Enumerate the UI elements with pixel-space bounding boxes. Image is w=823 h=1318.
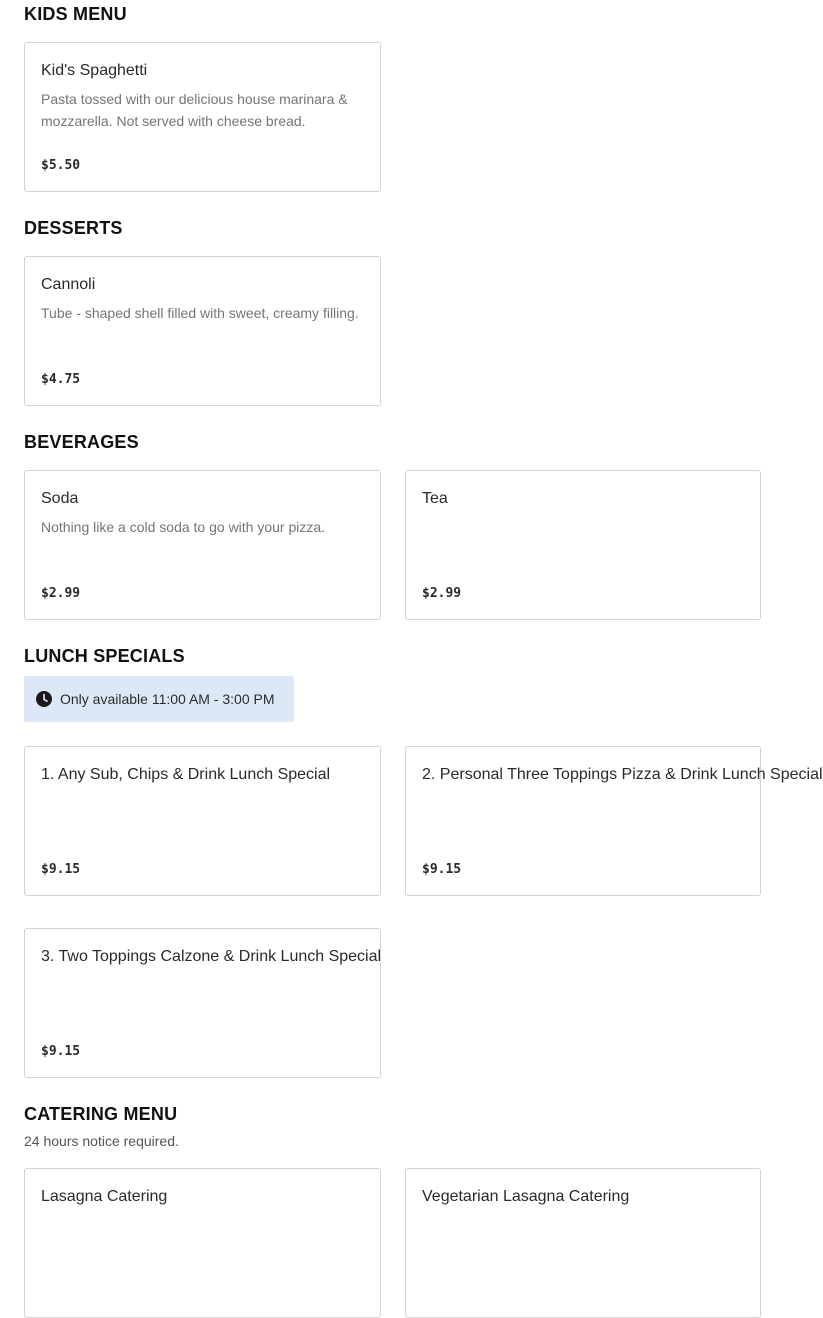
menu-item-name: Soda xyxy=(41,490,79,507)
section-title-kids-menu: KIDS MENU xyxy=(24,4,127,24)
menu-item-card[interactable] xyxy=(24,470,381,620)
menu-item-card[interactable] xyxy=(24,746,381,896)
menu-item-description: Pasta tossed with our delicious house marinara & mozzarella. Not served with cheese bread. xyxy=(41,91,348,129)
menu-item-name: Vegetarian Lasagna Catering xyxy=(422,1188,630,1205)
menu-item-price: $2.99 xyxy=(41,586,81,601)
menu-item-price: $9.15 xyxy=(41,862,81,877)
menu-item-name: Cannoli xyxy=(41,276,96,293)
section-title-catering-menu: CATERING MENU xyxy=(24,1104,178,1124)
menu-item-name: Lasagna Catering xyxy=(41,1188,168,1205)
section-title-beverages: BEVERAGES xyxy=(24,432,139,452)
menu-item-card[interactable] xyxy=(405,746,823,896)
catering-notice: 24 hours notice required. xyxy=(24,1133,179,1149)
menu-item-card[interactable] xyxy=(405,470,761,620)
menu-item-name: 2. Personal Three Toppings Pizza & Drink Lunch Special xyxy=(422,766,823,783)
menu-item-name: 1. Any Sub, Chips & Drink Lunch Special xyxy=(41,766,331,783)
menu-item-card[interactable] xyxy=(24,928,381,1078)
menu-item-card[interactable] xyxy=(24,1168,381,1318)
menu-item-price: $9.15 xyxy=(422,862,462,877)
menu-item-price: $5.50 xyxy=(41,158,81,173)
menu-item-price: $4.75 xyxy=(41,372,81,387)
menu-item-description: Nothing like a cold soda to go with your pizza. xyxy=(41,519,326,535)
menu-item-name: 3. Two Toppings Calzone & Drink Lunch Special xyxy=(41,948,382,965)
menu-item-card[interactable] xyxy=(24,256,381,406)
menu-item-card[interactable] xyxy=(405,1168,761,1318)
menu-item-name: Tea xyxy=(422,490,448,507)
section-title-desserts: DESSERTS xyxy=(24,218,123,238)
menu-item-card[interactable] xyxy=(24,42,381,192)
availability-text: Only available 11:00 AM - 3:00 PM xyxy=(60,691,275,707)
menu-item-name: Kid's Spaghetti xyxy=(41,62,148,79)
section-title-lunch-specials: LUNCH SPECIALS xyxy=(24,646,185,666)
menu-item-price: $9.15 xyxy=(41,1044,81,1059)
menu-item-description: Tube - shaped shell filled with sweet, creamy filling. xyxy=(41,305,359,321)
clock-icon xyxy=(36,691,52,707)
availability-notice xyxy=(24,676,294,722)
menu-item-price: $2.99 xyxy=(422,586,462,601)
